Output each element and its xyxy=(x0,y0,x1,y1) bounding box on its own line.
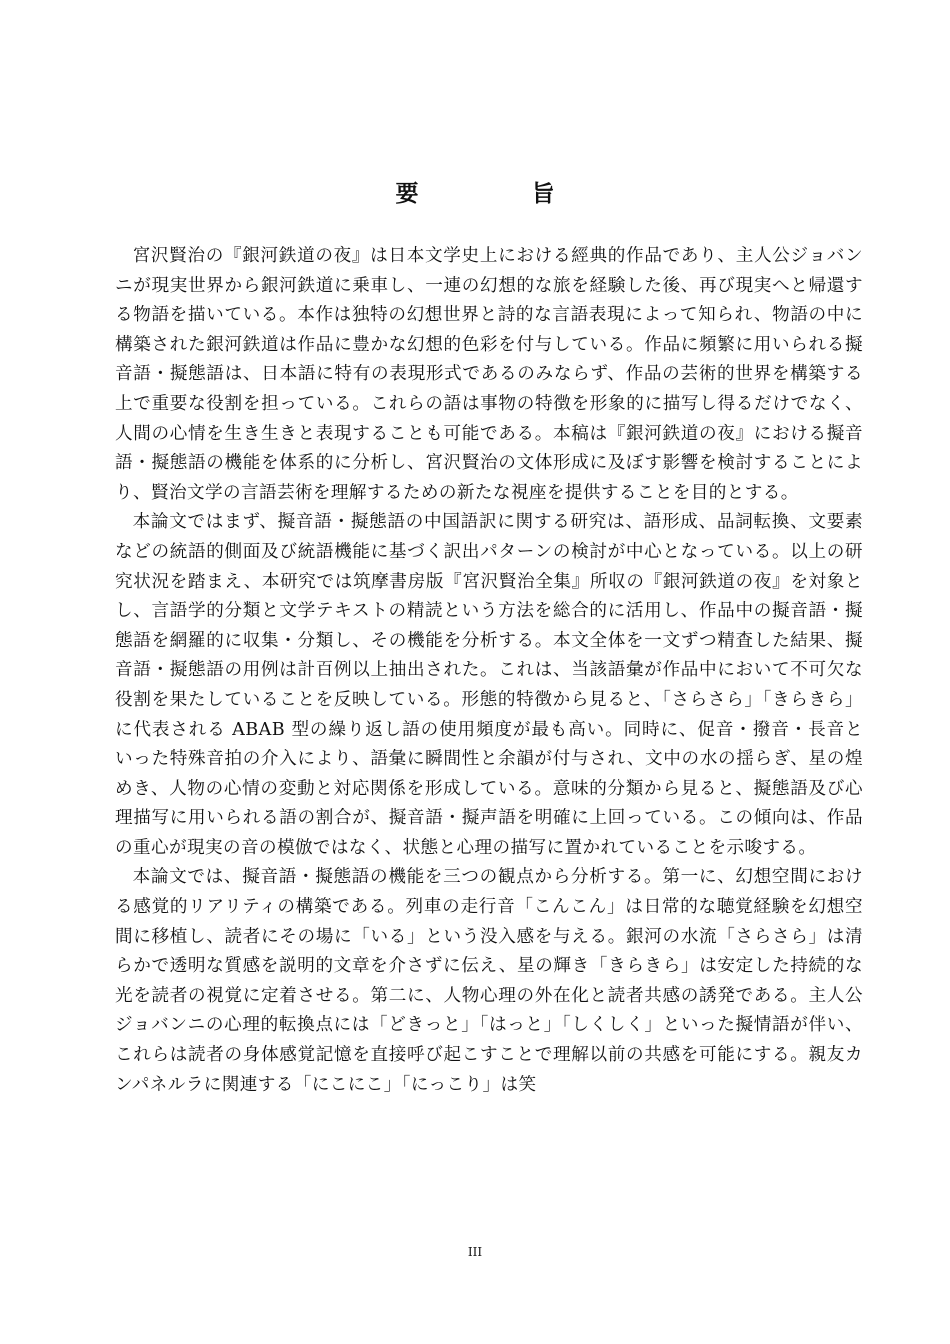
page-number: III xyxy=(467,1245,483,1259)
paragraph-1: 宮沢賢治の『銀河鉄道の夜』は日本文学史上における經典的作品であり、主人公ジョバンニが現実世界から銀河鉄道に乗車し、一連の幻想的な旅を経験した後、再び現実へと帰還する物語を描いている。本作は独特の幻想世界と詩的な言語表現によって知られ、物語の中に構築された銀河鉄道は作品に豊かな幻想的色彩を付与している。作品に頻繁に用いられる擬音語・擬態語は、日本語に特有の表現形式であるのみならず、作品の芸術的世界を構築する上で重要な役割を担っている。これらの語は事物の特徴を形象的に描写し得るだけでなく、人間の心情を生き生きと表現することも可能である。本稿は『銀河鉄道の夜』における擬音語・擬態語の機能を体系的に分析し、宮沢賢治の文体形成に及ぼす影響を検討することにより、賢治文学の言語芸術を理解するための新たな視座を提供することを目的とする。 xyxy=(115,246,863,503)
paragraph-2: 本論文ではまず、擬音語・擬態語の中国語訳に関する研究は、語形成、品詞転換、文要素などの統語的側面及び統語機能に基づく訳出パターンの検討が中心となっている。以上の研究状況を踏まえ、本研究では筑摩書房版『宮沢賢治全集』所収の『銀河鉄道の夜』を対象とし、言語学的分類と文学テキストの精読という方法を総合的に活用し、作品中の擬音語・擬態語を網羅的に収集・分類し、その機能を分析する。本文全体を一文ずつ精査した結果、擬音語・擬態語の用例は計百例以上抽出された。これは、当該語彙が作品中において不可欠な役割を果たしていることを反映している。形態的特徴から見ると、「さらさら」「きらきら」に代表される ABAB 型の繰り返し語の使用頻度が最も高い。同時に、促音・撥音・長音といった特殊音拍の介入により、語彙に瞬間性と余韻が付与され、文中の水の揺らぎ、星の煌めき、人物の心情の変動と対応関係を形成している。意味的分類から見ると、擬態語及び心理描写に用いられる語の割合が、擬音語・擬声語を明確に上回っている。この傾向は、作品の重心が現実の音の模倣ではなく、状態と心理の描写に置かれていることを示唆する。 xyxy=(115,512,863,858)
abstract-body xyxy=(115,242,863,1100)
paragraph-3: 本論文では、擬音語・擬態語の機能を三つの観点から分析する。第一に、幻想空間における感覚的リアリティの構築である。列車の走行音「こんこん」は日常的な聴覚経験を幻想空間に移植し、読者にその場に「いる」という没入感を与える。銀河の水流「さらさら」は清らかで透明な質感を説明的文章を介さずに伝え、星の輝き「きらきら」は安定した持続的な光を読者の視覚に定着させる。第二に、人物心理の外在化と読者共感の誘発である。主人公ジョバンニの心理的転換点には「どきっと」「はっと」「しくしく」といった擬情語が伴い、これらは読者の身体感覚記憶を直接呼び起こすことで理解以前の共感を可能にする。親友カンパネルラに関連する「にこにこ」「にっこり」は笑 xyxy=(115,867,863,1095)
page-title: 要 旨 xyxy=(395,180,600,207)
